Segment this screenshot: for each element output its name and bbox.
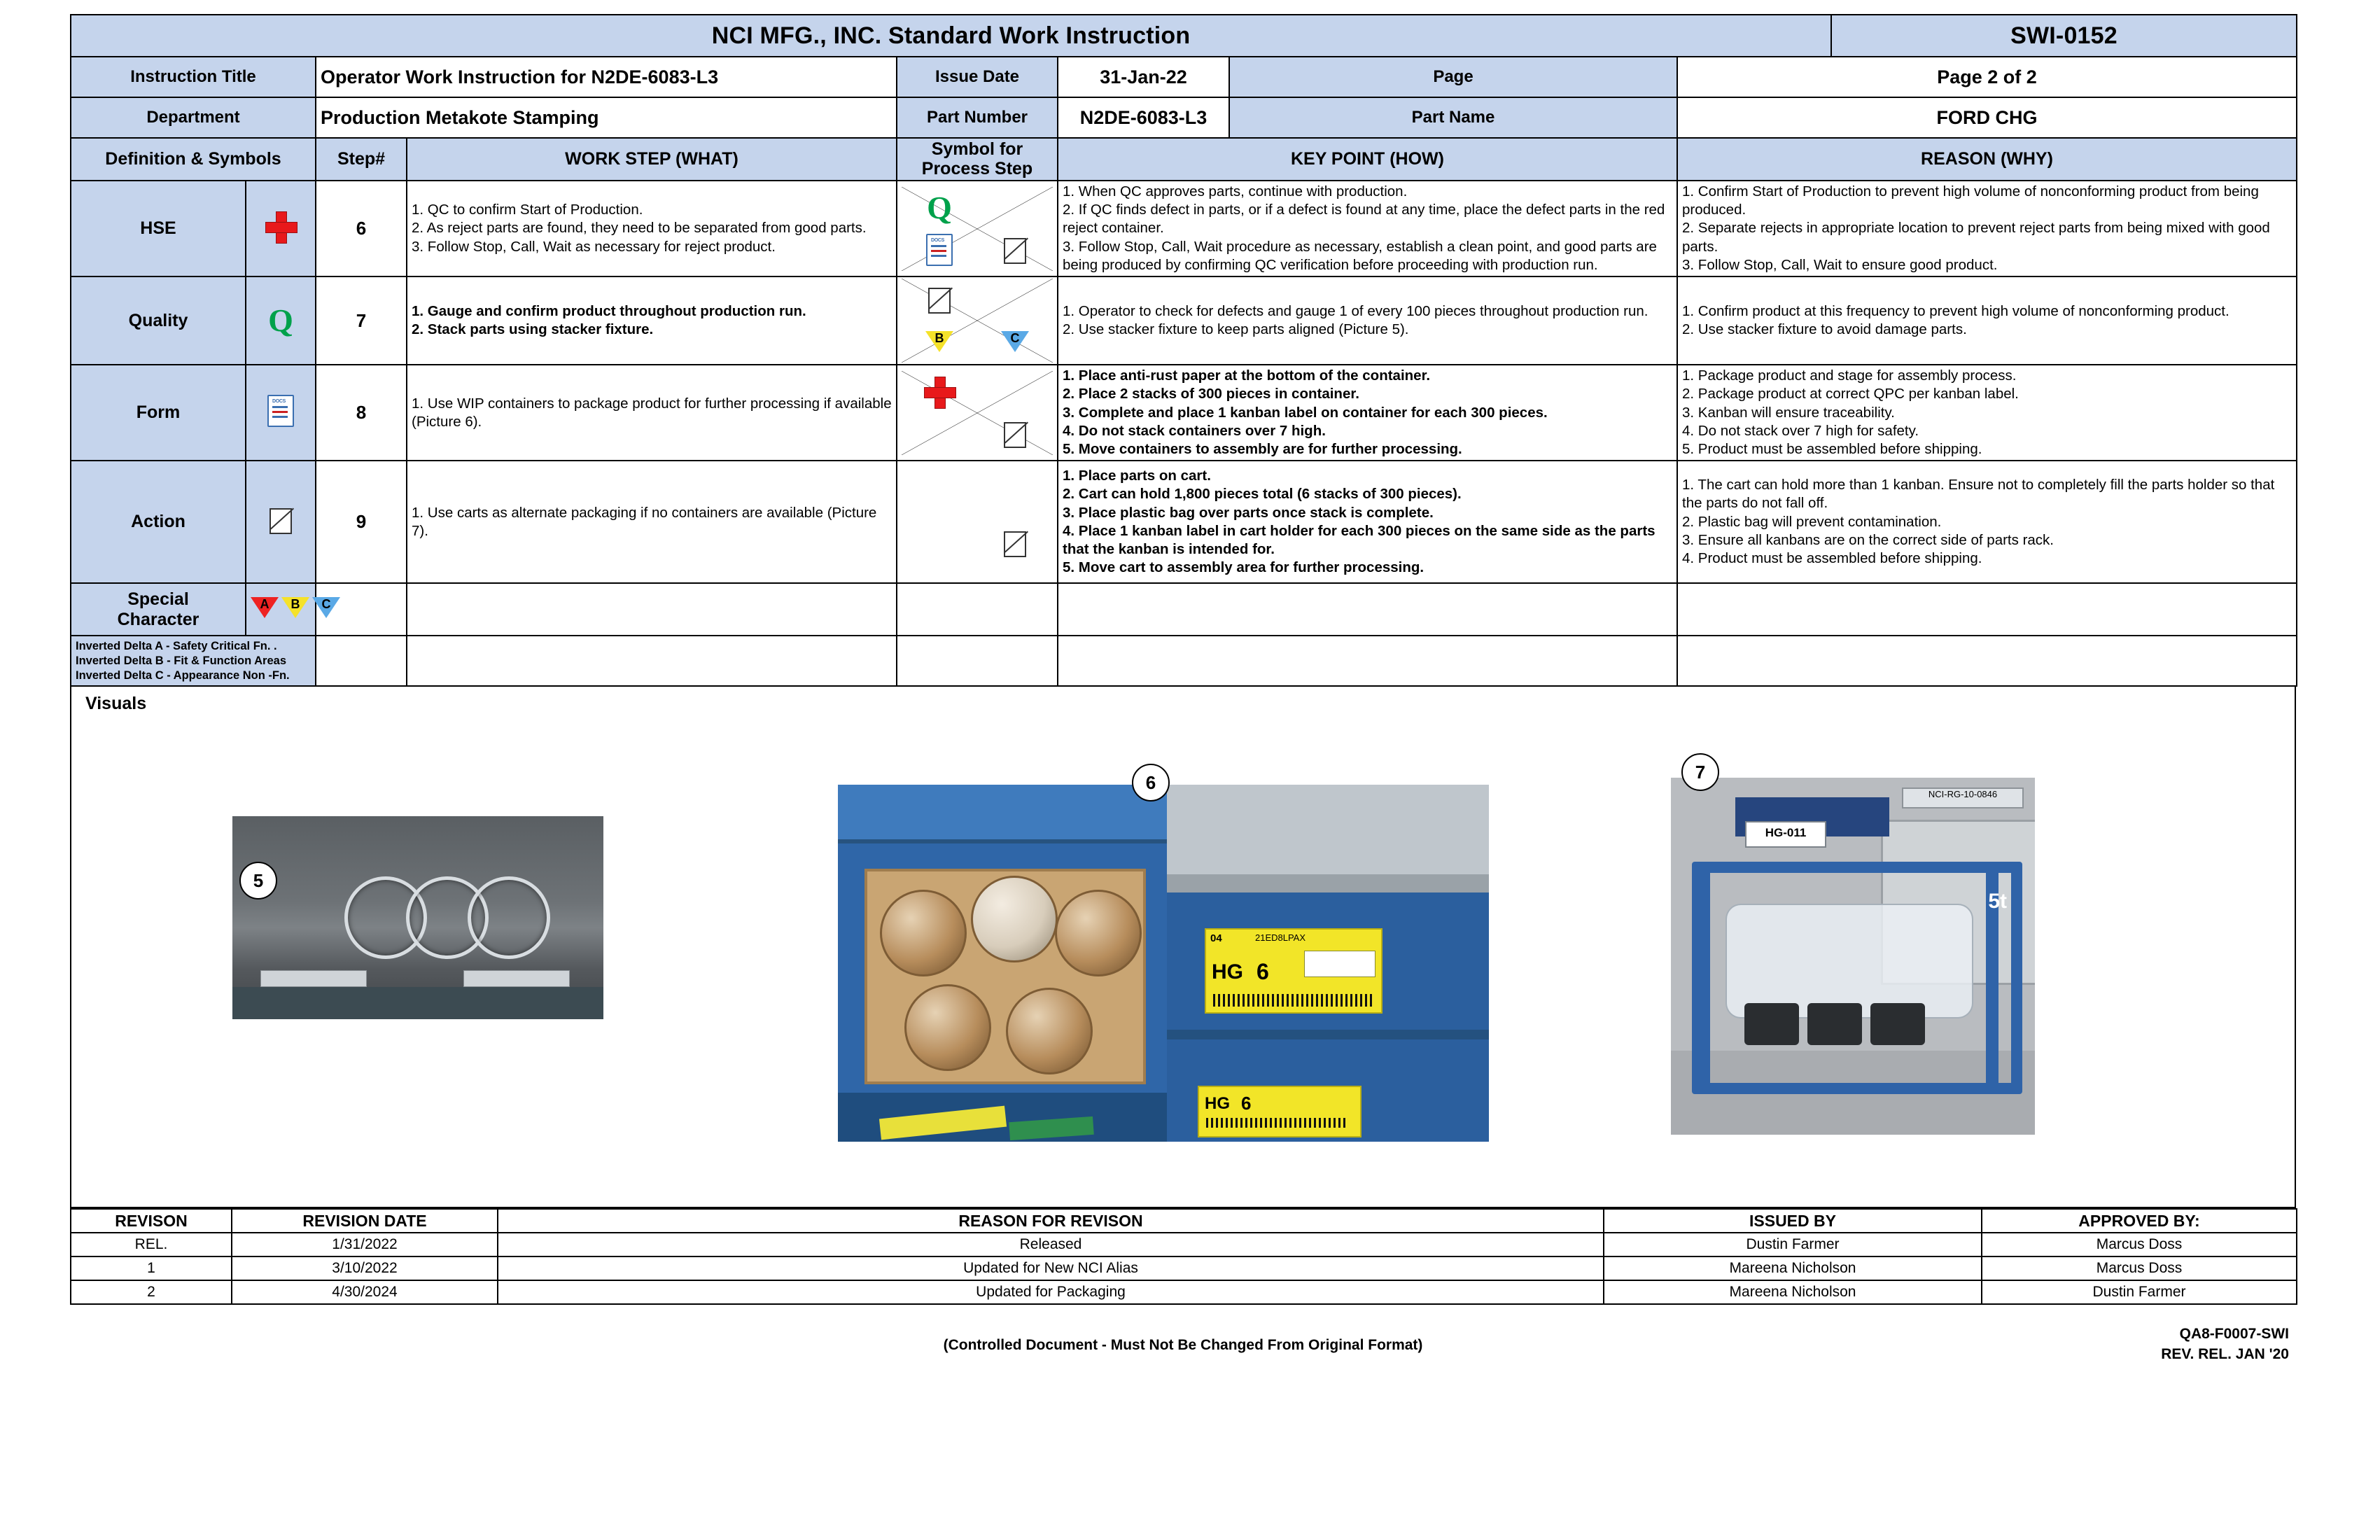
instruction-title-value: Operator Work Instruction for N2DE-6083-L3	[316, 57, 897, 97]
q-icon: Q	[268, 302, 293, 339]
reason-text: 1. Confirm Start of Production to prevent high volume of nonconforming product from being produced. 2. Separate rejects in appropriate location to prevent reject parts from being mixed with good parts. 3. Follow Stop, Call, Wait to ensure good product.	[1677, 181, 2297, 276]
pencil-icon	[1002, 421, 1028, 447]
revision-cell: Dustin Farmer	[1604, 1233, 1982, 1256]
part-number-label: Part Number	[897, 97, 1058, 138]
revision-col-1: REVISION DATE	[232, 1209, 498, 1233]
instruction-title-label: Instruction Title	[71, 57, 316, 97]
q-icon: Q	[927, 189, 952, 225]
page-label: Page	[1229, 57, 1677, 97]
callout-5: 5	[239, 862, 277, 899]
revision-cell: 1	[71, 1256, 232, 1280]
legend-blank-reason	[1677, 636, 2297, 686]
revision-cell: Updated for New NCI Alias	[498, 1256, 1604, 1280]
legend-blank-workstep	[407, 636, 897, 686]
table-row	[71, 365, 2297, 461]
photo-cart-packaging	[1671, 778, 2035, 1135]
revision-cell: REL.	[71, 1233, 232, 1256]
pencil-icon	[268, 507, 293, 533]
revision-cell: Marcus Doss	[1982, 1256, 2297, 1280]
issue-date-value: 31-Jan-22	[1058, 57, 1229, 97]
revision-col-2: REASON FOR REVISON	[498, 1209, 1604, 1233]
pencil-icon	[1002, 237, 1028, 263]
row-symbol-triangles-abc-icon	[246, 583, 331, 636]
work-instruction-table	[70, 14, 2297, 687]
process-symbol-box	[902, 187, 1053, 271]
revision-cell: 4/30/2024	[232, 1280, 498, 1304]
pencil-icon	[1002, 530, 1028, 556]
visuals-section	[70, 687, 2296, 1208]
revision-table	[70, 1208, 2297, 1305]
kanban-label-1: 04 21ED8LPAX HG 6	[1205, 928, 1382, 1014]
legend-blank-keypoint	[1058, 636, 1677, 686]
revision-cell: 2	[71, 1280, 232, 1304]
photo-kanban-labels	[1167, 785, 1489, 1142]
red-cross-icon	[924, 377, 955, 407]
department-label: Department	[71, 97, 316, 138]
reason-text	[1677, 583, 2297, 636]
process-symbol-box	[902, 371, 1053, 455]
part-name-label: Part Name	[1229, 97, 1677, 138]
callout-6: 6	[1132, 764, 1170, 802]
kanban-label-2: HG 6	[1198, 1086, 1362, 1138]
docs-icon: DOCS	[926, 234, 953, 266]
row-label-hse: HSE	[71, 181, 246, 276]
revision-row	[71, 1256, 2297, 1280]
visuals-label: Visuals	[85, 694, 147, 714]
revision-col-0: REVISON	[71, 1209, 232, 1233]
revision-cell: 1/31/2022	[232, 1233, 498, 1256]
process-symbol-cell	[897, 365, 1058, 461]
part-number-value: N2DE-6083-L3	[1058, 97, 1229, 138]
work-step-text: 1. QC to confirm Start of Production. 2. As reject parts are found, they need to be separated from good parts. 3. Follow Stop, Call, Wait as necessary for reject product.	[407, 181, 897, 276]
work-step-text	[407, 583, 897, 636]
issue-date-label: Issue Date	[897, 57, 1058, 97]
step-number: 8	[316, 365, 407, 461]
reason-text: 1. Package product and stage for assembly process. 2. Package product at correct QPC per kanban label. 3. Kanban will ensure traceability. 4. Do not stack over 7 high for safety. 5. Product must be assembled before shipping.	[1677, 365, 2297, 461]
process-symbol-cell	[897, 181, 1058, 276]
callout-7: 7	[1681, 753, 1719, 791]
revision-row	[71, 1280, 2297, 1304]
reason-text: 1. The cart can hold more than 1 kanban. Ensure not to completely fill the parts holder so that the parts do not fall off. 2. Plastic bag will prevent contamination. 3. Ensure all kanbans are on the correct side of parts rack. 4. Product must be assembled before shipping.	[1677, 461, 2297, 583]
row-symbol-pencil-icon	[246, 461, 316, 583]
legend-blank-step	[316, 636, 407, 686]
part-name-value: FORD CHG	[1677, 97, 2297, 138]
red-cross-icon	[265, 211, 296, 242]
work-step-text: 1. Use carts as alternate packaging if no containers are available (Picture 7).	[407, 461, 897, 583]
key-point-text: 1. Operator to check for defects and gauge 1 of every 100 pieces throughout production run. 2. Use stacker fixture to keep parts aligned (Picture 5).	[1058, 276, 1677, 365]
triangle-c-icon: C	[1001, 331, 1029, 352]
process-symbol-cell	[897, 461, 1058, 583]
col-key-point: KEY POINT (HOW)	[1058, 138, 1677, 181]
row-symbol-docs-icon	[246, 365, 316, 461]
revision-cell: 3/10/2022	[232, 1256, 498, 1280]
photo-stacker-fixture	[232, 816, 603, 1019]
document-number: SWI-0152	[1831, 15, 2297, 57]
row-label-action: Action	[71, 461, 246, 583]
revision-cell: Marcus Doss	[1982, 1233, 2297, 1256]
step-number: 7	[316, 276, 407, 365]
department-value: Production Metakote Stamping	[316, 97, 897, 138]
process-symbol-cell	[897, 583, 1058, 636]
page-footer	[70, 1324, 2296, 1380]
triangle-b-icon: B	[925, 331, 953, 352]
triangle-a-icon: A	[251, 597, 279, 618]
docs-icon: DOCS	[267, 395, 294, 427]
pencil-icon	[927, 286, 952, 313]
row-symbol-red-cross-icon	[246, 181, 316, 276]
table-row	[71, 583, 2297, 636]
col-step: Step#	[316, 138, 407, 181]
revision-col-4: APPROVED BY:	[1982, 1209, 2297, 1233]
col-reason: REASON (WHY)	[1677, 138, 2297, 181]
triangle-b-icon: B	[281, 597, 309, 618]
controlled-document-note: (Controlled Document - Must Not Be Changed From Original Format)	[943, 1337, 1423, 1354]
row-symbol-q-icon	[246, 276, 316, 365]
step-number: 6	[316, 181, 407, 276]
revision-col-3: ISSUED BY	[1604, 1209, 1982, 1233]
triangle-c-icon: C	[312, 597, 340, 618]
table-row	[71, 461, 2297, 583]
work-step-text: 1. Gauge and confirm product throughout production run. 2. Stack parts using stacker fixture.	[407, 276, 897, 365]
revision-cell: Mareena Nicholson	[1604, 1256, 1982, 1280]
revision-cell: Mareena Nicholson	[1604, 1280, 1982, 1304]
table-row	[71, 276, 2297, 365]
revision-cell: Updated for Packaging	[498, 1280, 1604, 1304]
cart-stack-text: 5t	[1988, 890, 2007, 913]
row-label-quality: Quality	[71, 276, 246, 365]
process-symbol-cell	[897, 276, 1058, 365]
row-label-special-character: Special Character	[71, 583, 246, 636]
page-value: Page 2 of 2	[1677, 57, 2297, 97]
col-work-step: WORK STEP (WHAT)	[407, 138, 897, 181]
key-point-text	[1058, 583, 1677, 636]
table-row	[71, 181, 2297, 276]
cart-top-tag: NCI-RG-10-0846	[1902, 788, 2024, 808]
key-point-text: 1. Place anti-rust paper at the bottom of the container. 2. Place 2 stacks of 300 pieces in container. 3. Complete and place 1 kanban label on container for each 300 pieces. 4. Do not stack containers over 7 high. 5. Move containers to assembly are for further processing.	[1058, 365, 1677, 461]
row-label-form: Form	[71, 365, 246, 461]
process-symbol-box	[902, 279, 1053, 363]
legend-blank-symbol	[897, 636, 1058, 686]
revision-cell: Dustin Farmer	[1982, 1280, 2297, 1304]
reason-text: 1. Confirm product at this frequency to prevent high volume of nonconforming product. 2. Use stacker fixture to avoid damage parts.	[1677, 276, 2297, 365]
symbol-legend: Inverted Delta A - Safety Critical Fn. . Inverted Delta B - Fit & Function Areas Inverted Delta C - Appearance Non -Fn.	[71, 636, 316, 686]
step-number: 9	[316, 461, 407, 583]
revision-row	[71, 1233, 2297, 1256]
key-point-text: 1. When QC approves parts, continue with production. 2. If QC finds defect in parts, or if a defect is found at any time, place the defect parts in the red reject container. 3. Follow Stop, Call, Wait procedure as necessary, establish a clean point, and good parts are being produced by confirming QC verification before proceeding with production run.	[1058, 181, 1677, 276]
col-definition-symbols: Definition & Symbols	[71, 138, 316, 181]
key-point-text: 1. Place parts on cart. 2. Cart can hold 1,800 pieces total (6 stacks of 300 pieces). 3. Place plastic bag over parts once stack is complete. 4. Place 1 kanban label in cart holder for each 300 pieces on the same side as the parts that the kanban is intended for. 5. Move cart to assembly area for further processing.	[1058, 461, 1677, 583]
form-code: QA8-F0007-SWI REV. REL. JAN '20	[2161, 1326, 2289, 1362]
col-symbol-process-step: Symbol for Process Step	[897, 138, 1058, 181]
work-step-text: 1. Use WIP containers to package product for further processing if available (Picture 6).	[407, 365, 897, 461]
triangles-abc-icon	[251, 597, 340, 618]
photo-wip-container-parts	[838, 785, 1167, 1142]
process-symbol-box	[902, 480, 1053, 564]
cart-kanban-card: HG-011	[1745, 821, 1826, 848]
document-main-title: NCI MFG., INC. Standard Work Instruction	[71, 15, 1831, 57]
revision-cell: Released	[498, 1233, 1604, 1256]
